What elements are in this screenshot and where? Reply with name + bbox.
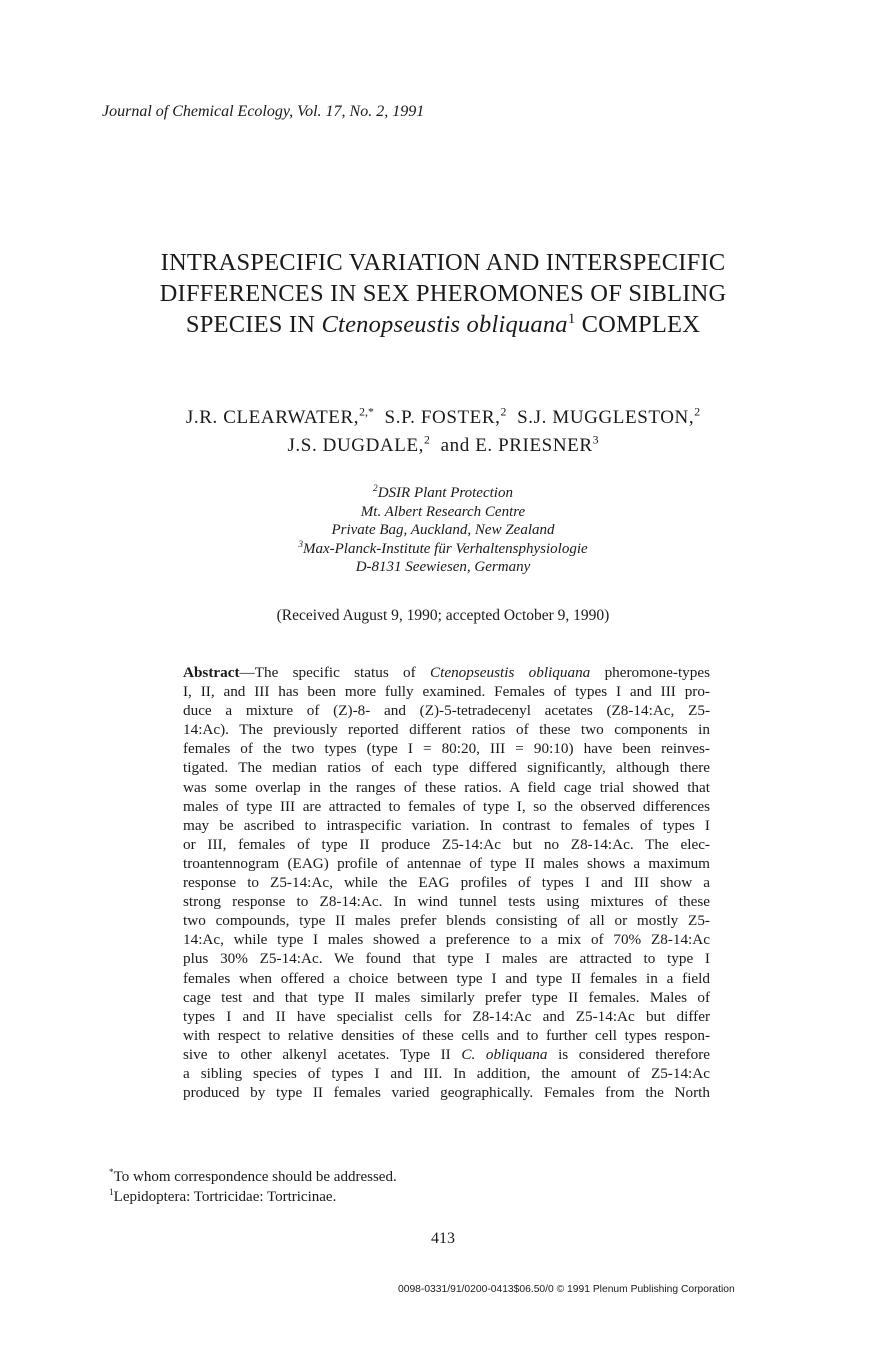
abstract-line: Abstract—The specific status of Ctenopseustis obliquana pheromone-types xyxy=(183,664,710,681)
footnote-mark: * xyxy=(109,1168,114,1178)
abstract-line: males of type III are attracted to females of type I, so the observed differences xyxy=(183,797,710,815)
journal-citation: Journal of Chemical Ecology, Vol. 17, No. 2, 1991 xyxy=(102,103,425,120)
abstract-line: a sibling species of types I and III. In addition, the amount of Z5-14:Ac xyxy=(183,1064,710,1082)
author-name: J.R. CLEARWATER, xyxy=(185,407,360,428)
abstract-line: females of the two types (type I = 80:20, III = 90:10) have been reinves- xyxy=(183,740,710,758)
author-line-2 xyxy=(0,432,886,460)
author-list xyxy=(0,404,886,460)
affiliation-mark: 3 xyxy=(298,539,303,550)
author-affiliation-mark: 2 xyxy=(694,405,701,419)
title-footnote-mark: 1 xyxy=(567,309,576,327)
abstract-line: sive to other alkenyl acetates. Type II C. obliquana is considered therefore xyxy=(183,1045,711,1063)
abstract-line: plus 30% Z5-14:Ac. We found that type I males are attracted to type I xyxy=(183,950,710,968)
article-title xyxy=(0,247,886,340)
author-line-1 xyxy=(0,404,886,432)
title-line-3 xyxy=(0,309,886,340)
title-line-2: DIFFERENCES IN SEX PHEROMONES OF SIBLING xyxy=(159,280,727,307)
abstract-line: cage test and that type II males similarly prefer type II females. Males of xyxy=(183,988,710,1006)
footnote-taxonomy xyxy=(109,1187,397,1207)
abstract-line: 14:Ac, while type I males showed a preference to a mix of 70% Z8-14:Ac xyxy=(183,931,710,949)
abstract-line: strong response to Z8-14:Ac. In wind tunnel tests using mixtures of these xyxy=(183,893,710,911)
affiliation-3-line-1 xyxy=(0,540,886,559)
footnote-correspondence xyxy=(109,1167,397,1187)
abstract-line: two compounds, type II males prefer blends consisting of all or mostly Z5- xyxy=(183,912,710,930)
footnotes xyxy=(109,1167,397,1207)
author-name: S.J. MUGGLESTON, xyxy=(517,407,695,428)
abstract-line: types I and II have specialist cells for Z8-14:Ac and Z5-14:Ac but differ xyxy=(183,1007,710,1025)
abstract-line: duce a mixture of (Z)-8- and (Z)-5-tetradecenyl acetates (Z8-14:Ac, Z5- xyxy=(183,702,710,720)
author-affiliation-mark: 3 xyxy=(592,433,599,447)
abstract-line: with respect to relative densities of these cells and to further cell types respon- xyxy=(183,1026,710,1044)
abstract-line: may be ascribed to intraspecific variation. In contrast to females of types I xyxy=(183,816,710,834)
affiliation-mark: 2 xyxy=(373,484,378,494)
abstract-line: tigated. The median ratios of each type differed significantly, although there xyxy=(183,759,710,777)
affiliation-2-line-3: Private Bag, Auckland, New Zealand xyxy=(331,522,555,538)
affiliations xyxy=(0,484,886,577)
abstract-line: troantennogram (EAG) profile of antennae of type II males shows a maximum xyxy=(183,854,710,872)
abstract-heading: Abstract xyxy=(183,664,240,681)
abstract-line: or III, females of type II produce Z5-14:Ac but no Z8-14:Ac. The elec- xyxy=(183,835,710,853)
affiliation-3-line-2: D-8131 Seewiesen, Germany xyxy=(355,559,531,575)
abstract-line: produced by type II females varied geographically. Females from the North xyxy=(183,1084,710,1102)
author-name: and E. PRIESNER xyxy=(440,435,593,456)
abstract-line: I, II, and III has been more fully examined. Females of types I and III pro- xyxy=(183,683,710,701)
author-affiliation-mark: 2 xyxy=(500,405,507,419)
received-dates: (Received August 9, 1990; accepted October 9, 1990) xyxy=(276,607,610,624)
abstract-line: females when offered a choice between type I and type II females in a field xyxy=(183,969,710,987)
affiliation-text: Max-Planck-Institute für Verhaltensphysiologie xyxy=(302,540,588,557)
title-line-3-post: COMPLEX xyxy=(575,311,701,338)
affiliation-2-line-2: Mt. Albert Research Centre xyxy=(360,503,526,520)
title-species-name: Ctenopseustis obliquana xyxy=(321,311,568,338)
author-name: S.P. FOSTER, xyxy=(384,407,501,428)
page-number: 413 xyxy=(431,1230,455,1247)
abstract-line: was some overlap in the ranges of these ratios. A field cage trial showed that xyxy=(183,778,710,796)
affiliation-text: DSIR Plant Protection xyxy=(377,485,513,501)
title-line-1: INTRASPECIFIC VARIATION AND INTERSPECIFIC xyxy=(160,249,726,276)
abstract-line: response to Z5-14:Ac, while the EAG profiles of types I and III show a xyxy=(183,874,710,892)
author-name: J.S. DUGDALE, xyxy=(287,435,425,456)
abstract xyxy=(183,663,710,1102)
author-affiliation-mark: 2 xyxy=(424,433,430,447)
title-line-3-pre: SPECIES IN xyxy=(185,311,322,338)
species-name: Ctenopseustis obliquana xyxy=(429,664,591,681)
copyright-line: 0098-0331/91/0200-0413$06.50/0 © 1991 Plenum Publishing Corporation xyxy=(398,1284,735,1295)
author-affiliation-mark: 2,* xyxy=(359,405,374,419)
footnote-text: To whom correspondence should be addressed. xyxy=(113,1169,397,1185)
species-name: C. obliquana xyxy=(461,1045,548,1063)
footnote-text: Lepidoptera: Tortricidae: Tortricinae. xyxy=(113,1189,337,1205)
affiliation-2-line-1 xyxy=(0,484,886,503)
footnote-mark: 1 xyxy=(109,1188,114,1198)
abstract-line: 14:Ac). The previously reported different ratios of these two components in xyxy=(183,721,710,739)
